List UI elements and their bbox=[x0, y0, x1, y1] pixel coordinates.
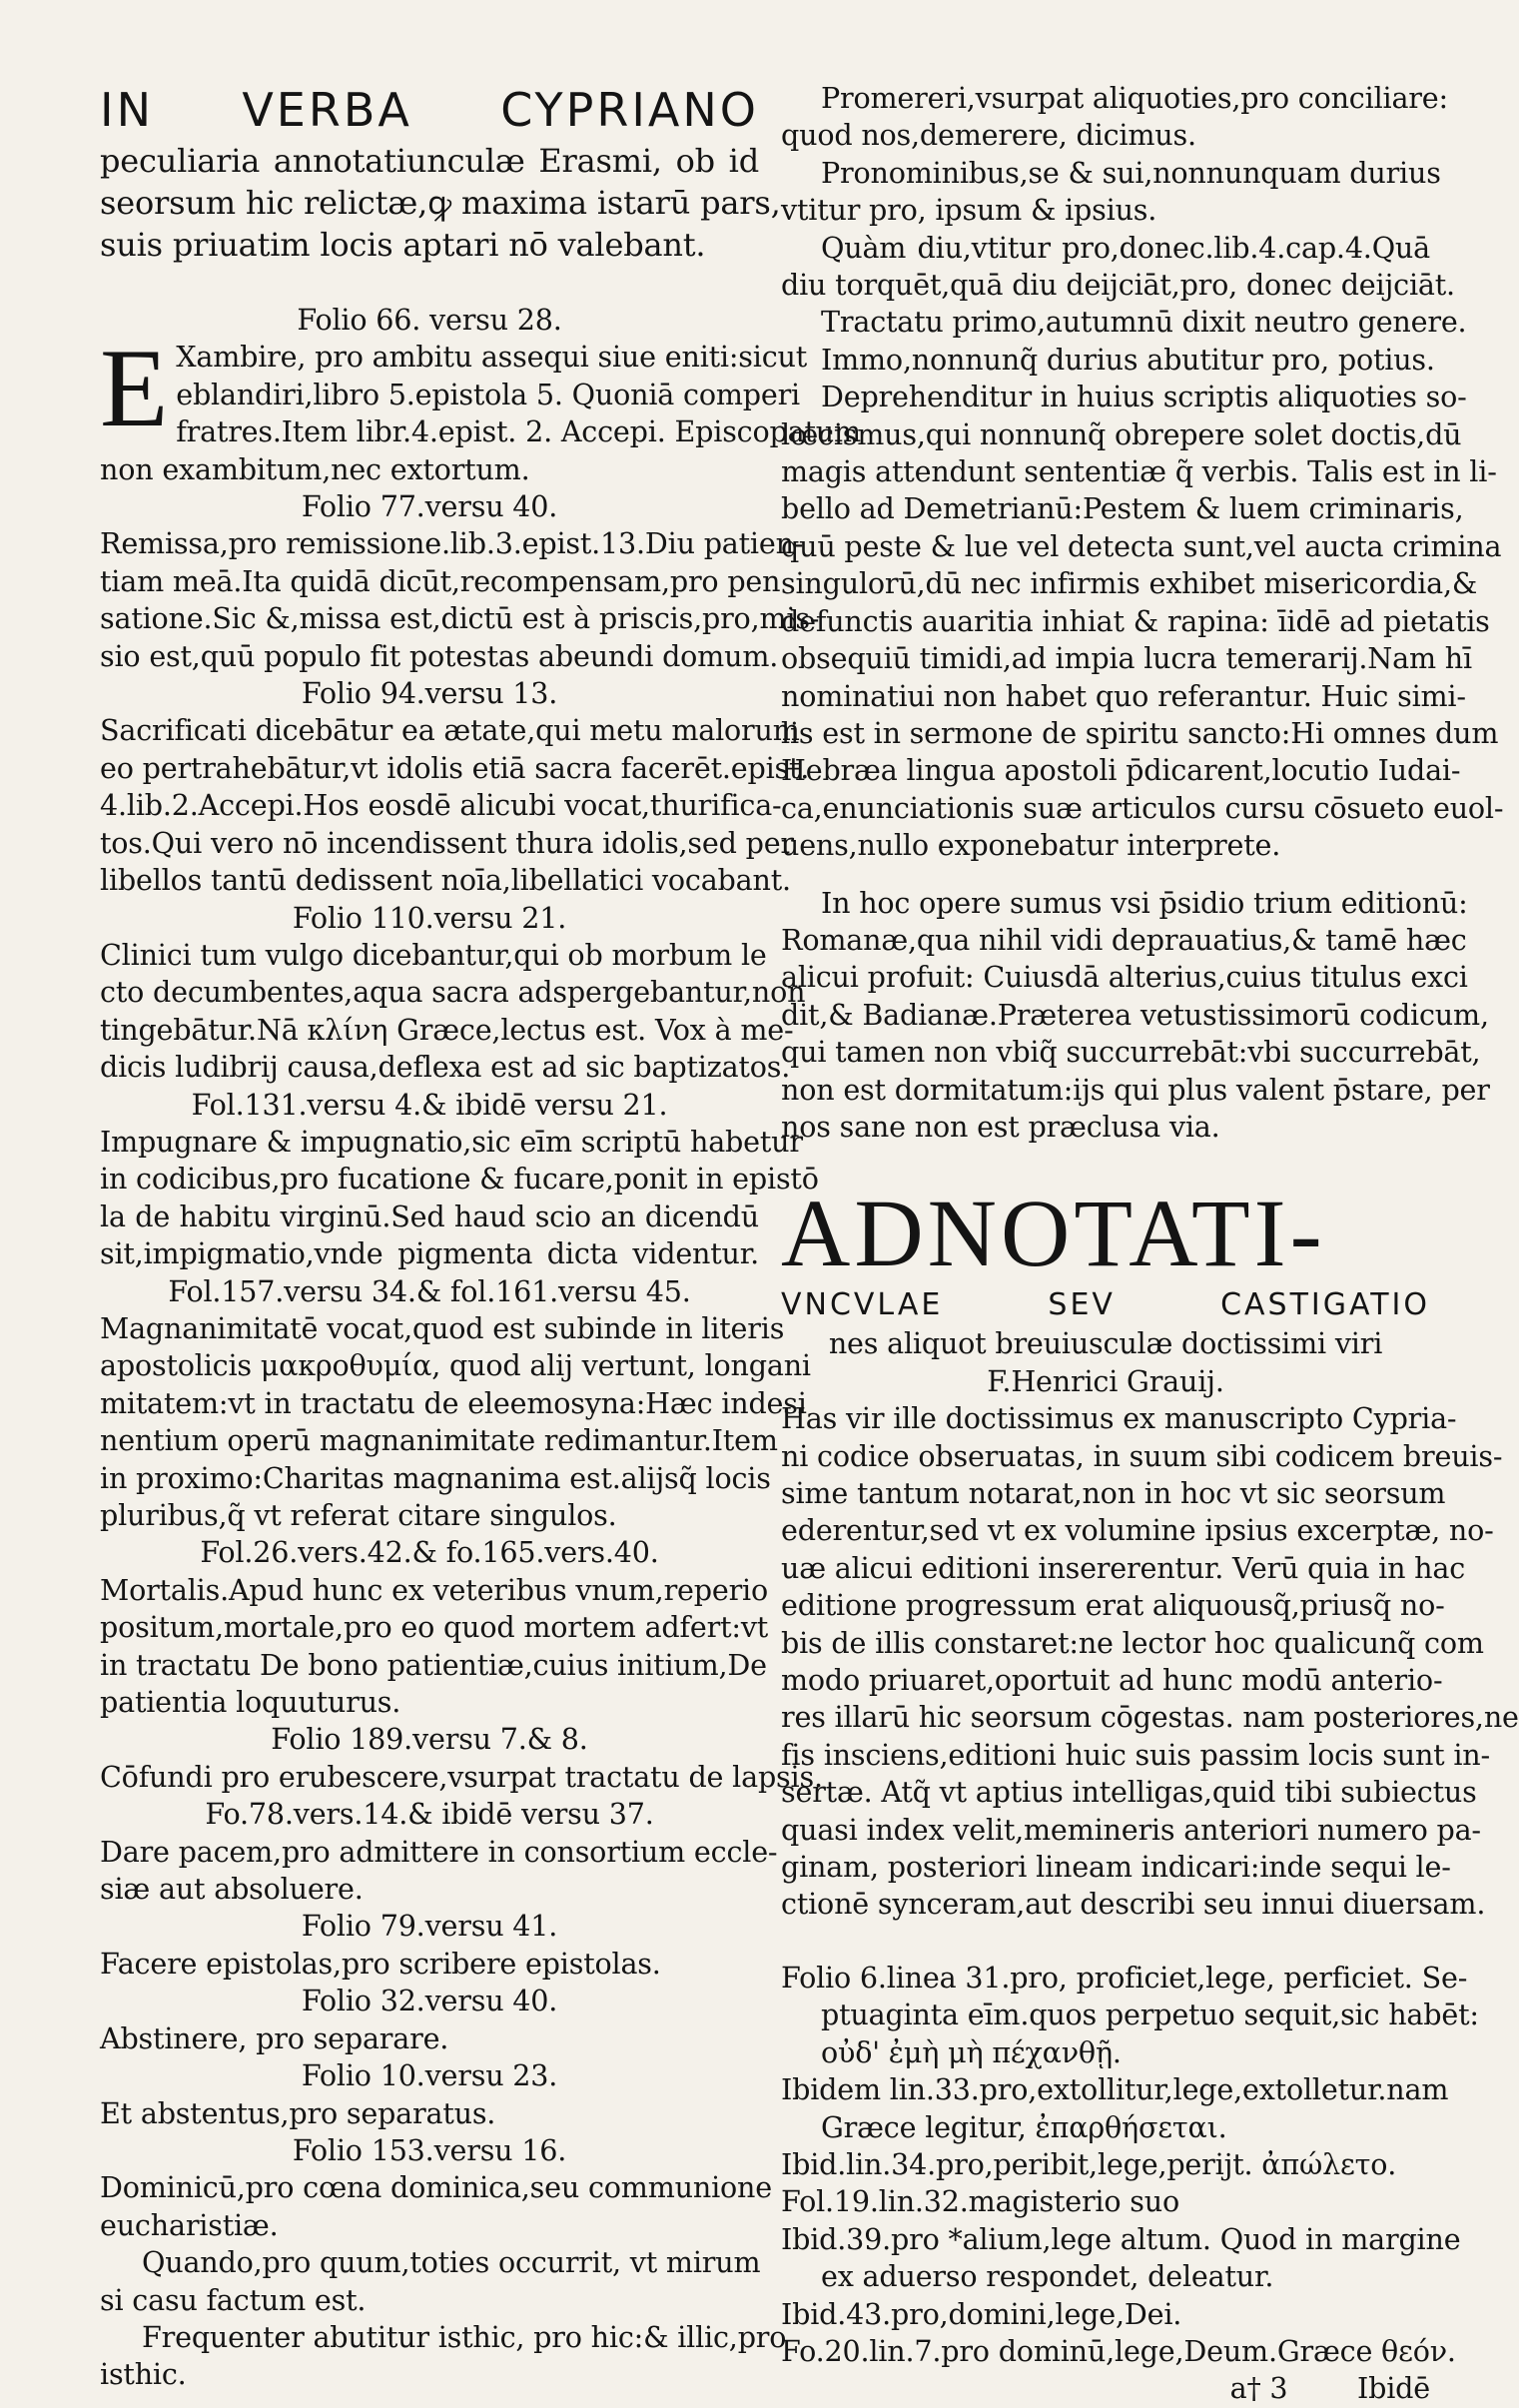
entry-line: libellos tantū dedissent noīa,libellatici vocabant. bbox=[100, 863, 791, 898]
entry-line: Romanæ,qua nihil vidi deprauatius,& tamē hæc bbox=[781, 922, 1467, 957]
entry-line: qui tamen non vbiq̃ succurrebāt:vbi succurrebāt, bbox=[781, 1035, 1481, 1070]
entry-line: fis insciens,editioni huic suis passim locis sunt in- bbox=[781, 1737, 1490, 1772]
folio-ref: Fol.26.vers.42.& fo.165.vers.40. bbox=[200, 1535, 659, 1570]
entry-line: uens,nullo exponebatur interprete. bbox=[781, 828, 1281, 863]
entry-line: nentium operū magnanimitate redimantur.Item bbox=[100, 1423, 778, 1458]
folio-ref: Fol.131.versu 4.& ibidē versu 21. bbox=[191, 1087, 668, 1122]
entry-line: isthic. bbox=[100, 2357, 187, 2392]
entry-line: ex aduerso respondet, deleatur. bbox=[821, 2259, 1274, 2294]
entry-line: eo pertrahebātur,vt idolis etiā sacra facerēt.epist. bbox=[100, 750, 810, 785]
left-heading: IN VERBA CYPRIANO bbox=[100, 83, 759, 137]
entry-line: Quando,pro quum,toties occurrit, vt mirum bbox=[142, 2245, 761, 2280]
entry-line: nos sane non est præclusa via. bbox=[781, 1109, 1220, 1144]
entry-line: obsequiū timidi,ad impia lucra temerarij.Nam hī bbox=[781, 641, 1472, 676]
entry-line: tos.Qui vero nō incendissent thura idolis,sed per bbox=[100, 825, 794, 860]
entry-line: Frequenter abutitur isthic, pro hic:& illic,pro bbox=[142, 2319, 787, 2354]
folio-ref: Folio 189.versu 7.& 8. bbox=[271, 1722, 588, 1757]
entry-line: Deprehenditur in huius scriptis aliquoties so- bbox=[821, 380, 1467, 414]
entry-line: Et abstentus,pro separatus. bbox=[100, 2095, 496, 2130]
section-subheading: VNCVLAE SEV CASTIGATIO bbox=[781, 1287, 1430, 1323]
section-author: F.Henrici Grauij. bbox=[987, 1363, 1224, 1398]
entry-line: ederentur,sed vt ex volumine ipsius excerptæ, no- bbox=[781, 1513, 1494, 1548]
drop-capital: E bbox=[100, 327, 169, 451]
entry-line: dit,& Badianæ.Præterea vetustissimorū codicum, bbox=[781, 997, 1489, 1032]
entry-line: Dare pacem,pro admittere in consortium eccle- bbox=[100, 1834, 778, 1869]
entry-line: quū peste & lue vel detecta sunt,vel aucta crimina bbox=[781, 528, 1502, 563]
entry-line: la de habitu virginū.Sed haud scio an dicendū bbox=[100, 1199, 759, 1233]
entry-line: In hoc opere sumus vsi p̄sidio trium editionū: bbox=[821, 885, 1468, 920]
entry-line: Immo,nonnunq̃ durius abutitur pro, potius. bbox=[821, 342, 1435, 377]
entry-line: Ibid.43.pro,domini,lege,Dei. bbox=[781, 2296, 1182, 2331]
entry-line: fratres.Item libr.4.epist. 2. Accepi. Episcopatum bbox=[176, 414, 861, 449]
entry-line: in tractatu De bono patientiæ,cuius initium,De bbox=[100, 1647, 767, 1682]
signature-mark: a† 3 bbox=[1229, 2371, 1288, 2406]
left-column bbox=[100, 80, 861, 2394]
entry-line: alicui profuit: Cuiusdā alterius,cuius titulus exci bbox=[781, 960, 1468, 995]
entry-line: non exambitum,nec extortum. bbox=[100, 451, 530, 486]
entry-line: in codicibus,pro fucatione & fucare,ponit in epistō bbox=[100, 1162, 819, 1197]
entry-line: pluribus,q̃ vt referat citare singulos. bbox=[100, 1498, 617, 1532]
folio-ref: Fo.78.vers.14.& ibidē versu 37. bbox=[205, 1797, 654, 1832]
entry-line: Facere epistolas,pro scribere epistolas. bbox=[100, 1946, 661, 1981]
folio-ref: Folio 77.versu 40. bbox=[301, 489, 558, 524]
entry-line: Dominicū,pro cœna dominica,seu communione bbox=[100, 2170, 772, 2205]
entry-line: Sacrificati dicebātur ea ætate,qui metu malorum bbox=[100, 713, 800, 748]
entry-line: ni codice obseruatas, in suum sibi codicem breuis- bbox=[781, 1438, 1503, 1473]
entry-line: vtitur pro, ipsum & ipsius. bbox=[781, 193, 1157, 228]
entry-line: diu torquēt,quā diu deijciāt,pro, donec deijciāt. bbox=[781, 268, 1455, 303]
intro-paragraph bbox=[100, 140, 781, 266]
entry-line: Fol.19.lin.32.magisterio suo bbox=[781, 2184, 1179, 2219]
entry-line: Ibidem lin.33.pro,extollitur,lege,extolletur.nam bbox=[781, 2072, 1449, 2107]
exambire-entry bbox=[100, 327, 861, 488]
intro-line: seorsum hic relictæ,ꝙ maxima istarū pars, bbox=[100, 184, 781, 222]
entry-line: Pronominibus,se & sui,nonnunquam durius bbox=[821, 155, 1441, 190]
entry-line: sio est,quū populo fit potestas abeundi domum. bbox=[100, 638, 779, 673]
entry-line: uæ alicui editioni insererentur. Verū quia in hac bbox=[781, 1550, 1466, 1585]
folio-ref: Folio 10.versu 23. bbox=[301, 2058, 558, 2093]
entry-line: ginam, posteriori lineam indicari:inde sequi le- bbox=[781, 1850, 1451, 1885]
entry-line: Xambire, pro ambitu assequi siue eniti:sicut bbox=[176, 340, 808, 375]
entry-line: eblandiri,libro 5.epistola 5. Quoniā comperi bbox=[176, 377, 801, 411]
entry-line: Cōfundi pro erubescere,vsurpat tractatu de lapsis. bbox=[100, 1759, 823, 1794]
entry-line: satione.Sic &,missa est,dictū est à priscis,pro,mis- bbox=[100, 601, 820, 636]
entry-line: modo priuaret,oportuit ad hunc modū anterio- bbox=[781, 1663, 1443, 1698]
entry-line: eucharistiæ. bbox=[100, 2207, 279, 2242]
section-heading: ADNOTATI- bbox=[781, 1180, 1326, 1287]
entry-line: lis est in sermone de spiritu sancto:Hi omnes dum bbox=[781, 715, 1499, 750]
entry-line: Promereri,vsurpat aliquoties,pro conciliare: bbox=[821, 81, 1448, 115]
entry-line: Fo.20.lin.7.pro dominū,lege,Deum.Græce θεόν. bbox=[781, 2333, 1456, 2368]
entry-line: tingebātur.Nā κλίνη Græce,lectus est. Vox à me- bbox=[100, 1012, 794, 1047]
entry-line: in proximo:Charitas magnanima est.alijsq̃ locis bbox=[100, 1460, 771, 1495]
intro-line: peculiaria annotatiunculæ Erasmi, ob id bbox=[100, 142, 759, 180]
right-column bbox=[781, 80, 1519, 2408]
entry-line: apostolicis μακροθυμία, quod alij vertunt, longani bbox=[100, 1348, 811, 1383]
folio-ref: Folio 32.versu 40. bbox=[301, 1984, 558, 2018]
intro-line: suis priuatim locis aptari nō valebant. bbox=[100, 226, 706, 264]
entry-line: ca,enunciationis suæ articulos cursu cōsueto euol- bbox=[781, 790, 1504, 825]
entry-line: Magnanimitatē vocat,quod est subinde in literis bbox=[100, 1310, 785, 1345]
entry-line: Mortalis.Apud hunc ex veteribus vnum,reperio bbox=[100, 1572, 769, 1607]
entry-line: Ibid.lin.34.pro,peribit,lege,perijt. ἀπώλετο. bbox=[781, 2146, 1397, 2181]
entry-line: patientia loquuturus. bbox=[100, 1685, 401, 1720]
entry-line: cto decumbentes,aqua sacra adspergebantur,non bbox=[100, 975, 806, 1010]
catchword: Ibidē bbox=[1357, 2371, 1430, 2406]
entry-line: sertæ. Atq̃ vt aptius intelligas,quid tibi subiectus bbox=[781, 1775, 1477, 1810]
entry-line: Quàm diu,vtitur pro,donec.lib.4.cap.4.Quā bbox=[821, 230, 1430, 265]
entry-line: 4.lib.2.Accepi.Hos eosdē alicubi vocat,thurifica- bbox=[100, 788, 782, 823]
entry-line: positum,mortale,pro eo quod mortem adfert:vt bbox=[100, 1610, 769, 1645]
entry-line: Græce legitur, ἐπαρθήσεται. bbox=[821, 2109, 1227, 2144]
entry-line: sime tantum notarat,non in hoc vt sic seorsum bbox=[781, 1476, 1446, 1510]
entry-line: non est dormitatum:ijs qui plus valent p̄stare, per bbox=[781, 1072, 1490, 1107]
entry-line: siæ aut absoluere. bbox=[100, 1872, 364, 1907]
entry-line: quod nos,demerere, dicimus. bbox=[781, 118, 1196, 153]
entry-line: Tractatu primo,autumnū dixit neutro genere. bbox=[821, 305, 1467, 340]
entry-line: si casu factum est. bbox=[100, 2282, 367, 2317]
entry-line: quasi index velit,memineris anteriori numero pa- bbox=[781, 1812, 1481, 1847]
entry-line: mitatem:vt in tractatu de eleemosyna:Hæc indesi bbox=[100, 1385, 807, 1420]
entry-line: bis de illis constaret:ne lector hoc qualicunq̃ com bbox=[781, 1625, 1484, 1660]
entry-line: οὐδ' ἐμὴ μὴ πέχανθῇ. bbox=[821, 2034, 1122, 2069]
entry-line: Folio 6.linea 31.pro, proficiet,lege, perficiet. Se- bbox=[781, 1960, 1468, 1995]
entry-line: res illarū hic seorsum cōgestas. nam posteriores,ne bbox=[781, 1700, 1519, 1735]
entry-line: ctionē synceram,aut describi seu innui diuersam. bbox=[781, 1887, 1486, 1922]
folio-ref: Fol.157.versu 34.& fol.161.versu 45. bbox=[168, 1273, 691, 1308]
folio-ref: Folio 79.versu 41. bbox=[301, 1909, 558, 1944]
entry-line: Remissa,pro remissione.lib.3.epist.13.Diu patien- bbox=[100, 526, 804, 561]
entry-line: sit,impigmatio,vnde pigmenta dicta videntur. bbox=[100, 1236, 759, 1271]
entry-line: bello ad Demetrianū:Pestem & luem criminaris, bbox=[781, 491, 1464, 526]
entry-line: magis attendunt sententiæ q̃ verbis. Talis est in li- bbox=[781, 454, 1497, 489]
entry-line: defunctis auaritia inhiat & rapina: īidē ad pietatis bbox=[781, 603, 1490, 638]
entry-line: Ibid.39.pro *alium,lege altum. Quod in margine bbox=[781, 2221, 1461, 2256]
folio-ref: Folio 66. versu 28. bbox=[297, 303, 562, 337]
entry-line: editione progressum erat aliquousq̃,priusq̃ no- bbox=[781, 1588, 1445, 1623]
entry-line: nominatiui non habet quo referantur. Huic simi- bbox=[781, 678, 1466, 713]
folio-ref: Folio 94.versu 13. bbox=[301, 676, 558, 711]
entry-line: dicis ludibrij causa,deflexa est ad sic baptizatos. bbox=[100, 1050, 791, 1085]
section-subheading-line: nes aliquot breuiusculæ doctissimi viri bbox=[828, 1326, 1383, 1361]
entry-line: lœcismus,qui nonnunq̃ obrepere solet doctis,dū bbox=[781, 416, 1462, 451]
entry-line: Hebræa lingua apostoli p̄dicarent,locutio Iudai- bbox=[781, 753, 1461, 788]
folio-ref: Folio 110.versu 21. bbox=[292, 900, 567, 935]
entry-line: ptuaginta eīm.quos perpetuo sequit,sic habēt: bbox=[821, 1998, 1479, 2032]
entry-line: singulorū,dū nec infirmis exhibet misericordia,& bbox=[781, 566, 1478, 601]
entry-line: Clinici tum vulgo dicebantur,qui ob morbum le bbox=[100, 937, 767, 972]
folio-ref: Folio 153.versu 16. bbox=[292, 2132, 567, 2167]
entry-line: Has vir ille doctissimus ex manuscripto Cypria- bbox=[781, 1401, 1457, 1436]
entry-line: Impugnare & impugnatio,sic eīm scriptū habetur bbox=[100, 1124, 803, 1159]
entry-line: tiam meā.Ita quidā dicūt,recompensam,pro pen bbox=[100, 563, 781, 598]
page-footer bbox=[781, 2370, 1430, 2407]
entry-line: Abstinere, pro separare. bbox=[100, 2020, 449, 2055]
